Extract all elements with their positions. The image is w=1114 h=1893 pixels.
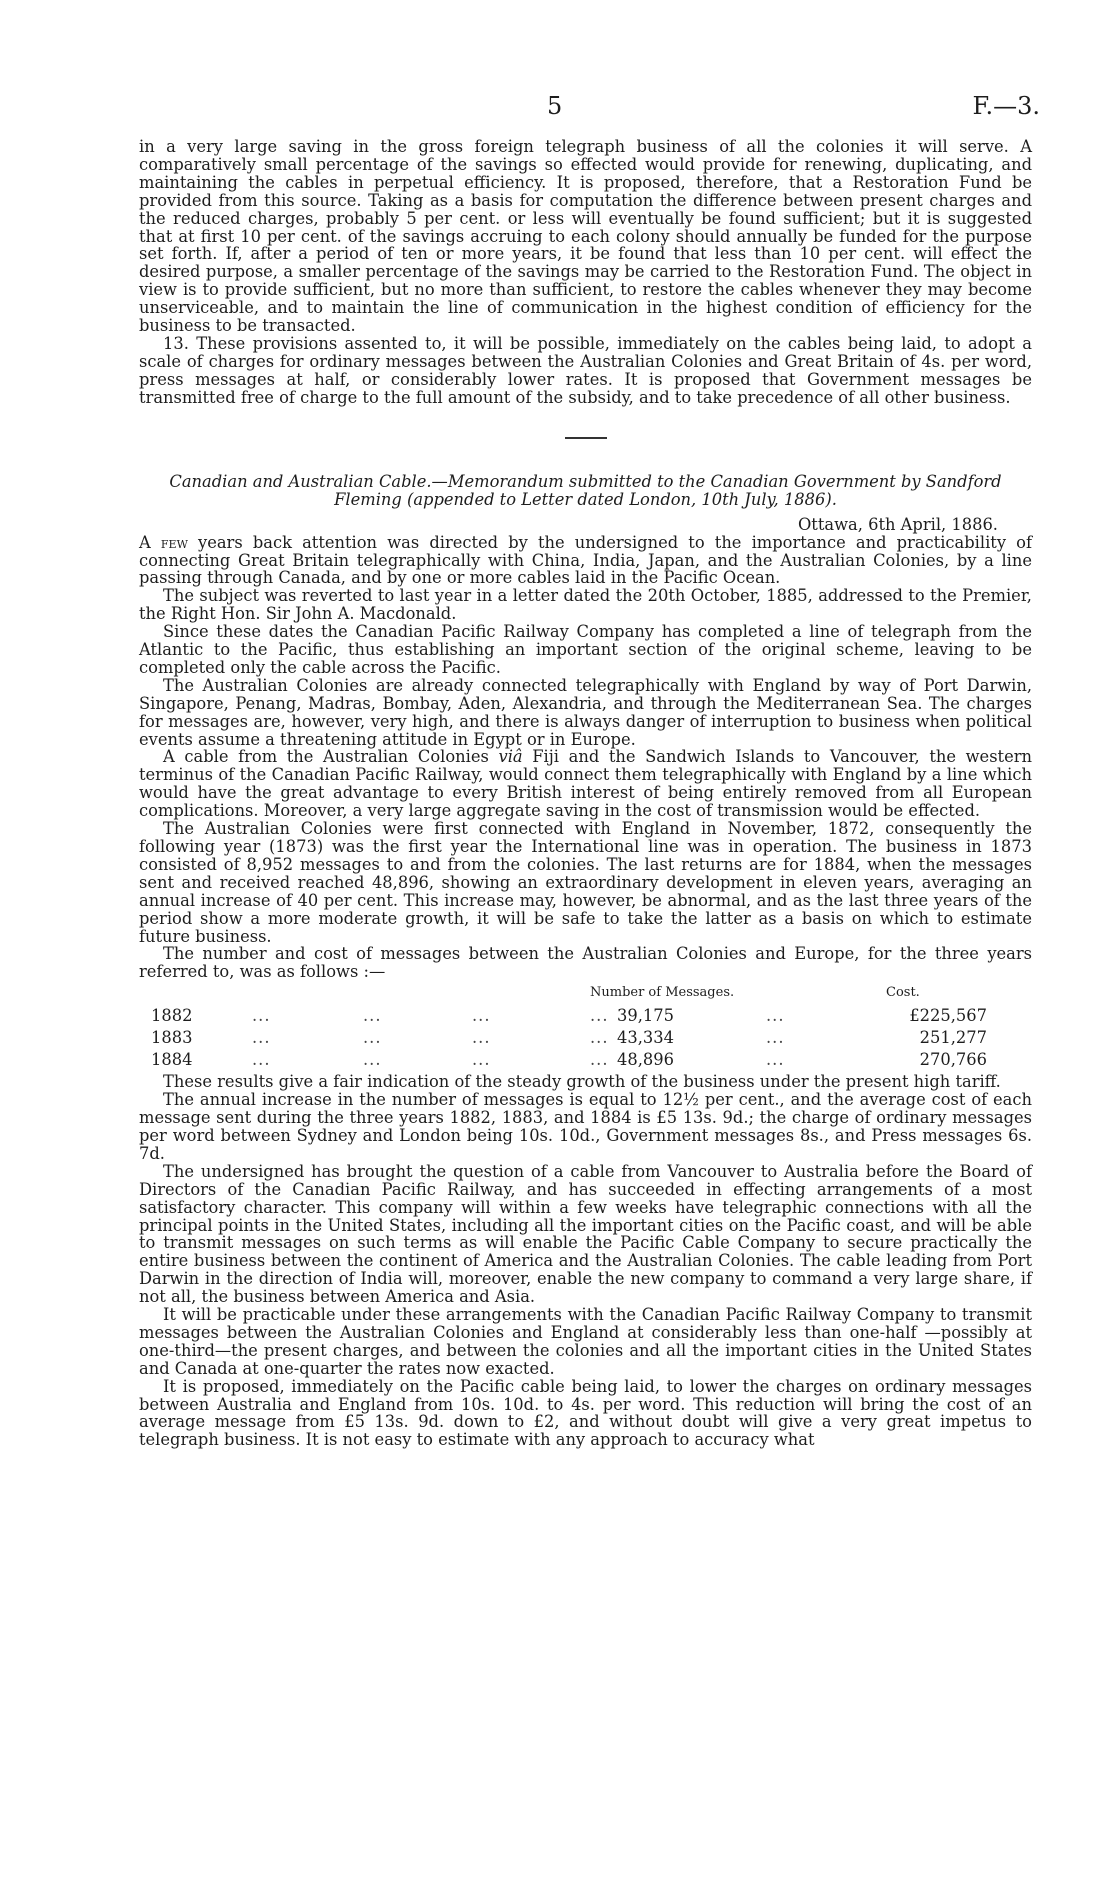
row-cost: 270,766 — [919, 1050, 987, 1070]
memo-paragraph-5 — [139, 748, 1032, 820]
column-header-cost: Cost. — [886, 985, 920, 1001]
memo-paragraph-4: The Australian Colonies are already connected telegraphically with England by way of Port Darwin, Singapore, Penang, Madras, Bombay, Aden, Alexandria, and through the Mediterranean Sea. The charges for messages are, however, very high, and there is always danger of interruption to business when political events assume a threatening attitude in Egypt or in Europe. — [139, 675, 1032, 749]
leader-dots: ... — [766, 1028, 785, 1048]
memo-paragraph-6: The Australian Colonies were first connected with England in November, 1872, consequently the following year (1873) was the first year the International line was in operation. The business in 1873 consisted of 8,952 messages to and from the colonies. The last returns are for 1884, when the messages sent and received reached 48,896, showing an extraordinary development in eleven years, averaging an annual increase of 40 per cent. This increase may, however, be abnormal, and as the last three years of the period show a more moderate growth, it will be safe to take the latter as a basis on which to estimate future business. — [139, 819, 1032, 946]
leader-dots: ... — [363, 1006, 382, 1026]
section-divider — [565, 437, 607, 439]
leader-dots: ... — [472, 1050, 491, 1070]
row-cost: £225,567 — [909, 1006, 987, 1026]
row-year: 1883 — [151, 1028, 193, 1048]
leader-dots: ... — [472, 1006, 491, 1026]
paper-reference: F.—3. — [972, 92, 1040, 120]
memo-paragraph-8: These results give a fair indication of the steady growth of the business under the present high tariff. — [163, 1072, 1001, 1092]
memorandum-title: Canadian and Australian Cable.—Memorandum submitted to the Canadian Government by Sandford Fleming (appended to Letter dated London, 10th July, 1886). — [169, 471, 1002, 510]
memo-paragraph-1-lead: A few — [139, 532, 188, 552]
messages-table — [139, 981, 1032, 1073]
row-messages: 43,334 — [617, 1028, 674, 1048]
leader-dots: ... — [590, 1006, 609, 1026]
leader-dots: ... — [252, 1050, 271, 1070]
leader-dots: ... — [590, 1028, 609, 1048]
memorandum-dateline: Ottawa, 6th April, 1886. — [797, 514, 998, 534]
leader-dots: ... — [252, 1006, 271, 1026]
memo-paragraph-1 — [139, 534, 1032, 588]
leader-dots: ... — [363, 1028, 382, 1048]
leader-dots: ... — [252, 1028, 271, 1048]
page-number: 5 — [547, 92, 563, 120]
leader-dots: ... — [590, 1050, 609, 1070]
leader-dots: ... — [472, 1028, 491, 1048]
memo-paragraph-1-text: years back attention was directed by the undersigned to the importance and practicability of connecting Great Britain telegraphically with China, India, Japan, and the Australian Colonies, by a line passing through Canada, and by one or more cables laid in the Pacific Ocean. — [139, 532, 1032, 588]
row-messages: 39,175 — [617, 1006, 674, 1026]
table-row — [139, 1028, 1032, 1048]
memo-paragraph-5-a: A cable from the Australian Colonies — [163, 747, 499, 767]
memo-paragraph-9: The annual increase in the number of messages is equal to 12½ per cent., and the average cost of each message sent during the three years 1882, 1883, and 1884 is £5 13s. 9d.; the charge of ordinary messages per word between Sydney and London being 10s. 10d., Government messages 8s., and Press messages 6s. 7d. — [139, 1090, 1032, 1163]
document-page — [139, 92, 1040, 1450]
leader-dots: ... — [363, 1050, 382, 1070]
table-row — [139, 1006, 1032, 1026]
leader-dots: ... — [766, 1006, 785, 1026]
table-row — [139, 1050, 1032, 1070]
row-cost: 251,277 — [919, 1028, 987, 1048]
memo-paragraph-5-b: Fiji and the Sandwich Islands to Vancouver, the western terminus of the Canadian Pacific Railway, would connect them telegraphically with England by a line which would have the great advantage to every British interest of being entirely removed from all European complications. Moreover, a very large aggregate saving in the cost of transmission would be effected. — [139, 747, 1032, 821]
memo-paragraph-12: It is proposed, immediately on the Pacific cable being laid, to lower the charges on ordinary messages between Australia and England from 10s. 10d. to 4s. per word. This reduction will bring the cost of an average message from £5 13s. 9d. down to £2, and without doubt will give a very great impetus to telegraph business. It is not easy to estimate with any approach to accuracy what — [139, 1376, 1032, 1450]
memo-paragraph-11: It will be practicable under these arrangements with the Canadian Pacific Railway Company to transmit messages between the Australian Colonies and England at considerably less than one-half —possibly at one-third—the present charges, and between the colonies and all the important cities in the United States and Canada at one-quarter the rates now exacted. — [139, 1305, 1032, 1378]
memo-paragraph-2: The subject was reverted to last year in a letter dated the 20th October, 1885, addressed to the Premier, the Right Hon. Sir John A. Macdonald. — [139, 586, 1032, 624]
memo-paragraph-5-via: viâ — [498, 747, 523, 767]
intro-paragraph-13: 13. These provisions assented to, it will be possible, immediately on the cables being laid, to adopt a scale of charges for ordinary messages between the Australian Colonies and Great Britain of 4s. per word, press messages at half, or considerably lower rates. It is proposed that Government messages be transmitted free of charge to the full amount of the subsidy, and to take precedence of all other business. — [139, 333, 1032, 407]
column-header-messages: Number of Messages. — [590, 985, 735, 1001]
leader-dots: ... — [766, 1050, 785, 1070]
memo-paragraph-7: The number and cost of messages between the Australian Colonies and Europe, for the three years referred to, was as follows :— — [139, 944, 1032, 982]
intro-paragraph-continued: in a very large saving in the gross foreign telegraph business of all the colonies it will serve. A comparatively small percentage of the savings so effected would provide for renewing, duplicating, and maintaining the cables in perpetual efficiency. It is proposed, therefore, that a Restoration Fund be provided from this source. Taking as a basis for computation the difference between present charges and the reduced charges, probably 5 per cent. or less will eventually be found sufficient; but it is suggested that at first 10 per cent. of the savings accruing to each colony should annually be funded for the purpose set forth. If, after a period of ten or more years, it be found that less than 10 per cent. will effect the desired purpose, a smaller percentage of the savings may be carried to the Restoration Fund. The object in view is to provide sufficient, but no more than sufficient, to restore the cables whenever they may become unserviceable, and to maintain the line of communication in the highest condition of efficiency for the business to be transacted. — [139, 137, 1032, 336]
row-year: 1882 — [151, 1006, 193, 1026]
memo-paragraph-3: Since these dates the Canadian Pacific Railway Company has completed a line of telegraph from the Atlantic to the Pacific, thus establishing an important section of the original scheme, leaving to be completed only the cable across the Pacific. — [139, 622, 1032, 677]
page-header — [139, 92, 1040, 138]
row-year: 1884 — [151, 1050, 193, 1070]
row-messages: 48,896 — [617, 1050, 674, 1070]
memo-paragraph-10: The undersigned has brought the question of a cable from Vancouver to Australia before the Board of Directors of the Canadian Pacific Railway, and has succeeded in effecting arrangements of a most satisfactory character. This company will within a few weeks have telegraphic connections with all the principal points in the United States, including all the important cities on the Pacific coast, and will be able to transmit messages on such terms as will enable the Pacific Cable Company to secure practically the entire business between the continent of America and the Australian Colonies. The cable leading from Port Darwin in the direction of India will, moreover, enable the new company to command a very large share, if not all, the business between America and Asia. — [139, 1161, 1032, 1307]
